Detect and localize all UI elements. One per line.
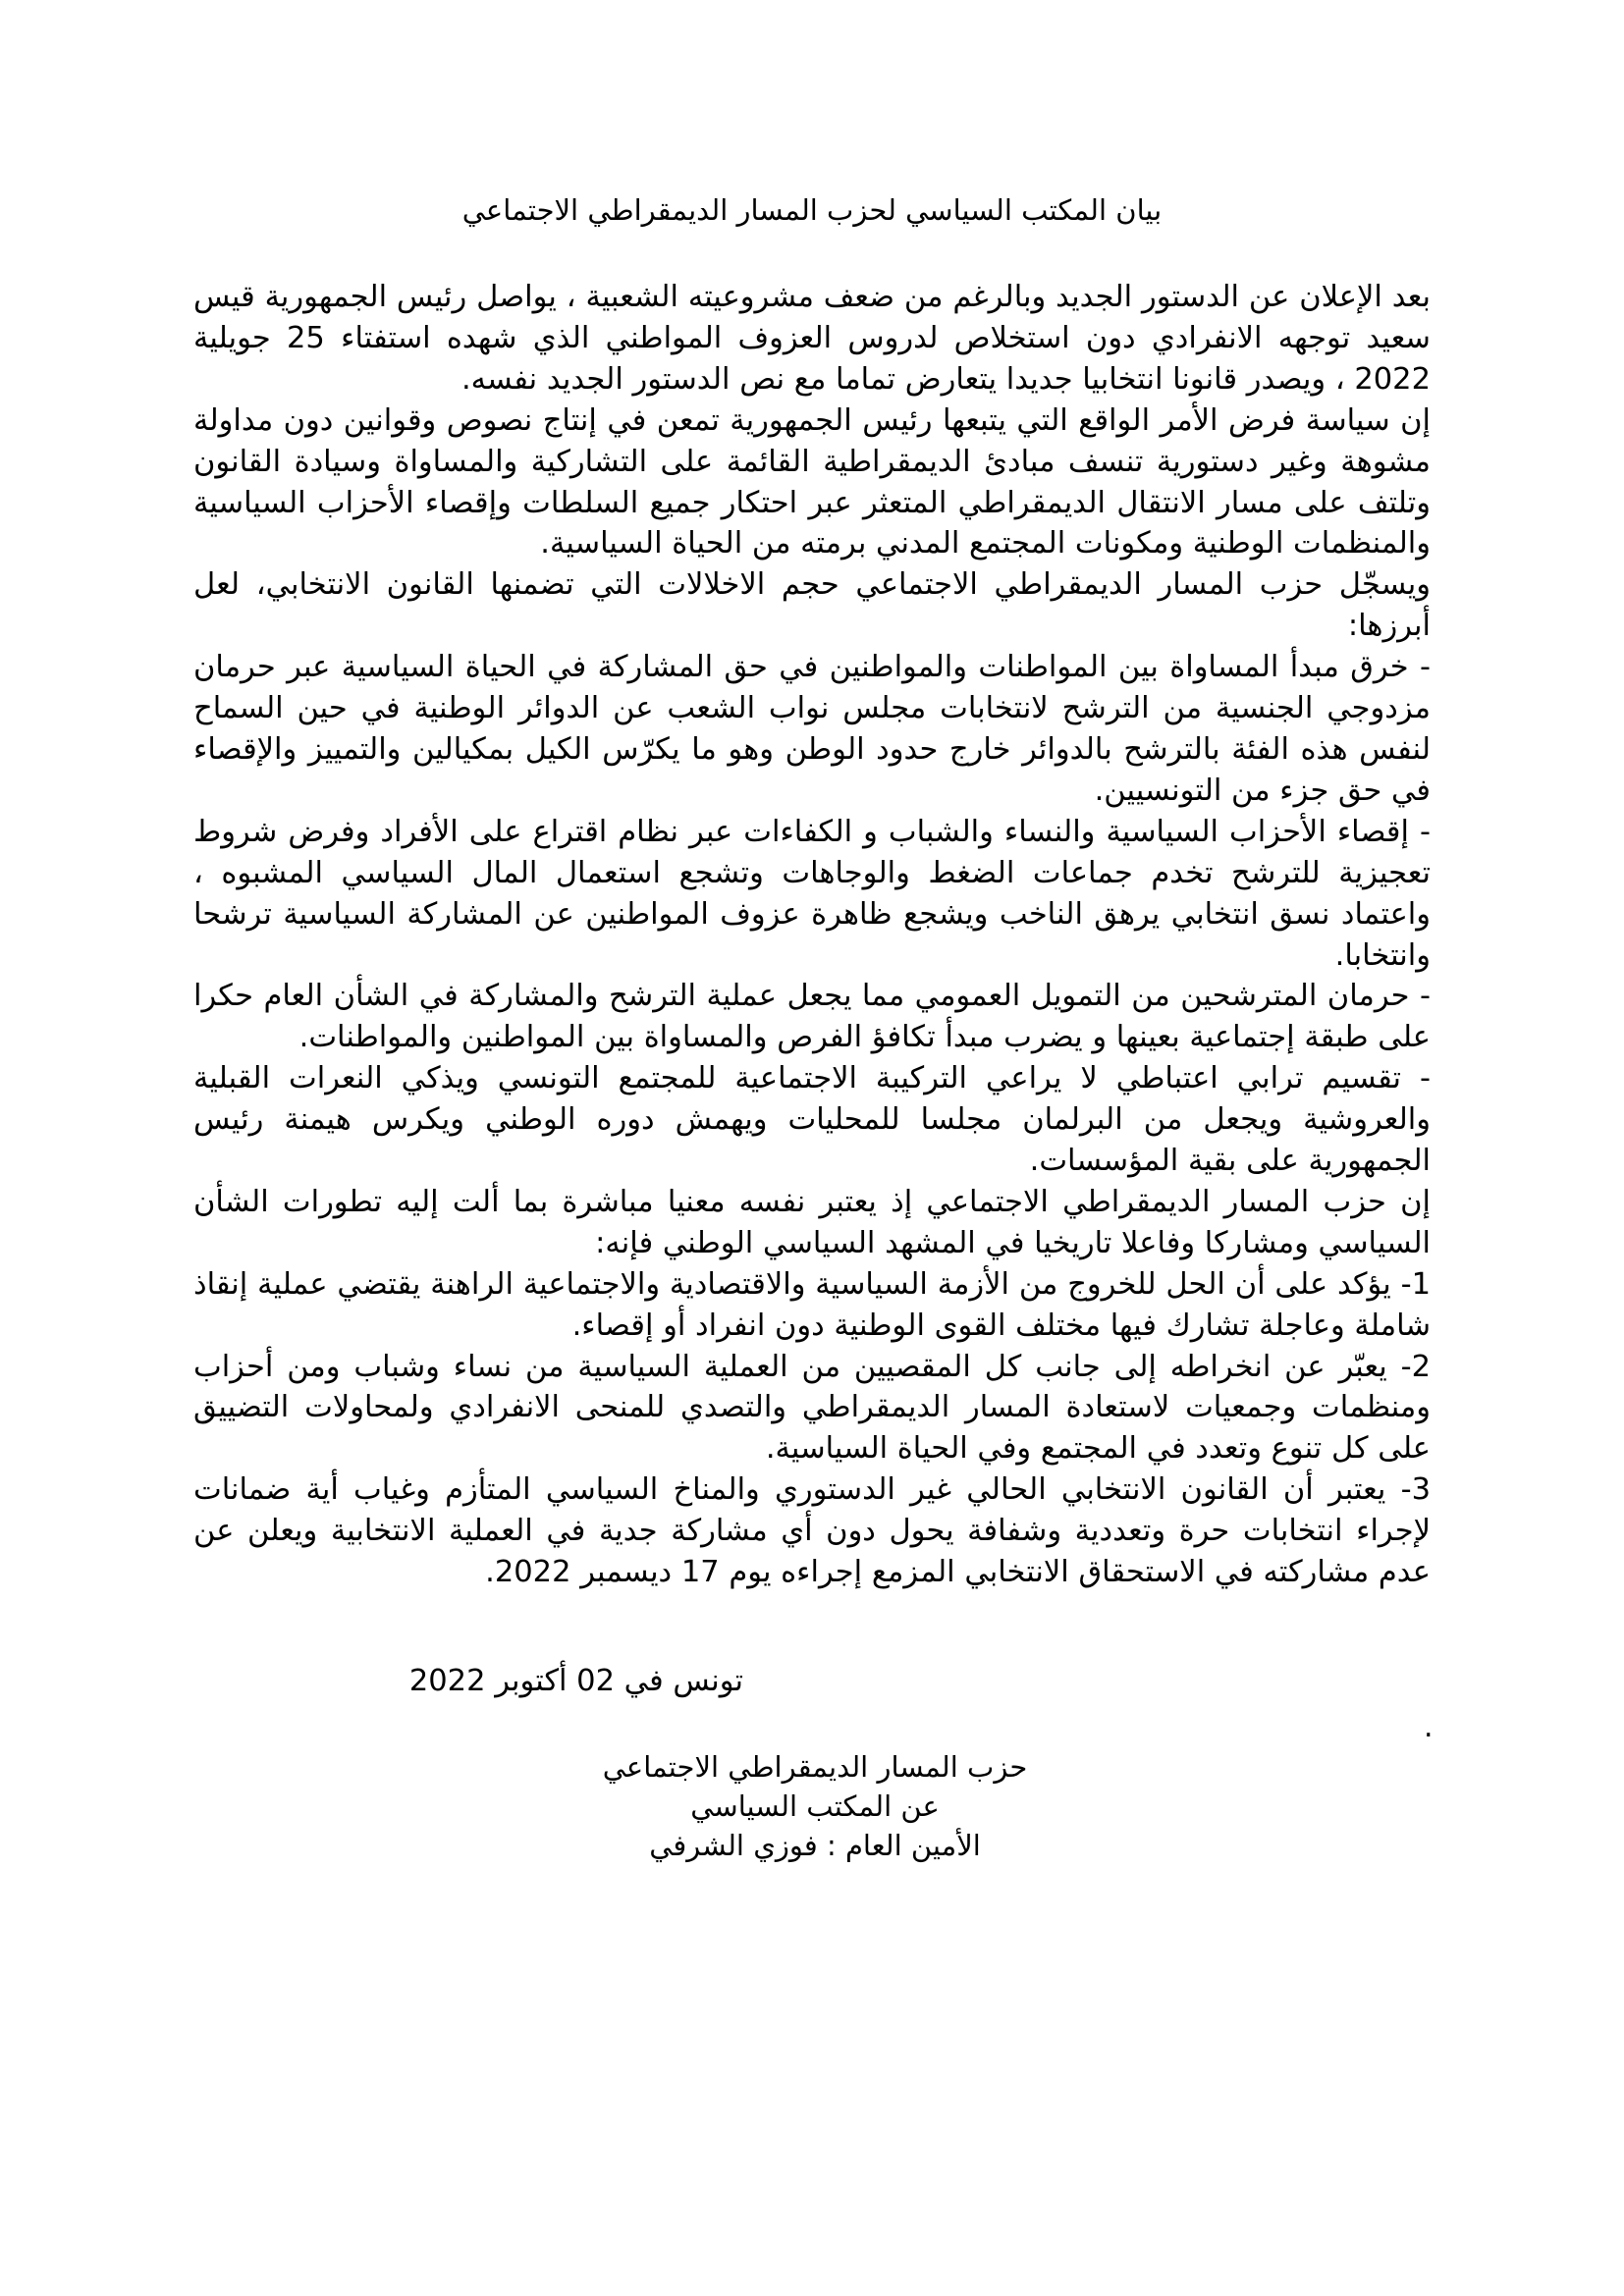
signature-office: عن المكتب السياسي <box>690 1789 940 1823</box>
signature-block <box>550 1747 1080 1865</box>
paragraph-position: إن حزب المسار الديمقراطي الاجتماعي إذ يعتبر نفسه معنيا مباشرة بما ألت إليه تطورات الشأن السياسي ومشاركا وفاعلا تاريخيا في المشهد السياسي الوطني فإنه: <box>193 1184 1431 1260</box>
signature-party: حزب المسار الديمقراطي الاجتماعي <box>602 1750 1028 1784</box>
date-line: تونس في 02 أكتوبر 2022 <box>408 1664 743 1698</box>
paragraph-policy: إن سياسة فرض الأمر الواقع التي يتبعها رئيس الجمهورية تمعن في إنتاج نصوص وقوانين دون مداولة مشوهة وغير دستورية تنسف مبادئ الديمقراطية القائمة على التشاركية والمساواة وسيادة القانون وتلتف على مسار الانتقال الديمقراطي المتعثر عبر احتكار جميع السلطات وإقصاء الأحزاب السياسية والمنظمات الوطنية ومكونات المجتمع المدني برمته من الحياة السياسية. <box>193 402 1431 561</box>
document-body <box>193 277 1431 1593</box>
bullet-districting: - تقسيم ترابي اعتباطي لا يراعي التركيبة الاجتماعية للمجتمع التونسي ويذكي النعرات القبلية والعروشية ويجعل من البرلمان مجلسا للمحليات ويهمش دوره الوطني ويكرس هيمنة رئيس الجمهورية على بقية المؤسسات. <box>193 1061 1431 1179</box>
paragraph-intro: بعد الإعلان عن الدستور الجديد وبالرغم من ضعف مشروعيته الشعبية ، يواصل رئيس الجمهورية قيس سعيد توجهه الانفرادي دون استخلاص لدروس العزوف المواطني الذي شهده استفتاء 25 جويلية 2022 ، ويصدر قانونا انتخابيا جديدا يتعارض تماما مع نص الدستور الجديد نفسه. <box>193 280 1431 397</box>
bullet-exclusion: - إقصاء الأحزاب السياسية والنساء والشباب و الكفاءات عبر نظام اقتراع على الأفراد وفرض شروط تعجيزية للترشح تخدم جماعات الضغط والوجاهات وتشجع استعمال المال السياسي المشبوه ، واعتماد نسق انتخابي يرهق الناخب ويشجع ظاهرة عزوف المواطنين عن المشاركة السياسية ترشحا وانتخابا. <box>193 814 1431 973</box>
document-title: بيان المكتب السياسي لحزب المسار الديمقراطي الاجتماعي <box>461 193 1163 227</box>
point-1: 1- يؤكد على أن الحل للخروج من الأزمة السياسية والاقتصادية والاجتماعية الراهنة يقتضي عملية إنقاذ شاملة وعاجلة تشارك فيها مختلف القوى الوطنية دون انفراد أو إقصاء. <box>193 1266 1431 1343</box>
point-2: 2- يعبّر عن انخراطه إلى جانب كل المقصيين من العملية السياسية من نساء وشباب ومن أحزاب ومنظمات وجمعيات لاستعادة المسار الديمقراطي والتصدي للمنحى الانفرادي ولمحاولات التضييق على كل تنوع وتعدد في المجتمع وفي الحياة السياسية. <box>193 1349 1431 1467</box>
signature-secretary: الأمين العام : فوزي الشرفي <box>649 1829 981 1862</box>
bullet-funding: - حرمان المترشحين من التمويل العمومي مما يجعل عملية الترشح والمشاركة في الشأن العام حكرا على طبقة إجتماعية بعينها و يضرب مبدأ تكافؤ الفرص والمساواة بين المواطنين والمواطنات. <box>193 979 1431 1055</box>
bullet-equality: - خرق مبدأ المساواة بين المواطنات والمواطنين في حق المشاركة في الحياة السياسية عبر حرمان مزدوجي الجنسية من الترشح لانتخابات مجلس نواب الشعب عن الدوائر الوطنية في حين السماح لنفس هذه الفئة بالترشح بالدوائر خارج حدود الوطن وهو ما يكرّس الكيل بمكيالين والتمييز والإقصاء في حق جزء من التونسيين. <box>193 650 1431 808</box>
stray-mark: . <box>1424 1710 1434 1744</box>
point-3: 3- يعتبر أن القانون الانتخابي الحالي غير الدستوري والمناخ السياسي المتأزم وغياب أية ضمانات لإجراء انتخابات حرة وتعددية وشفافة يحول دون أي مشاركة جدية في العملية الانتخابية ويعلن عن عدم مشاركته في الاستحقاق الانتخابي المزمع إجراءه يوم 17 ديسمبر 2022. <box>193 1472 1431 1590</box>
paragraph-shortcomings-intro: ويسجّل حزب المسار الديمقراطي الاجتماعي حجم الاخلالات التي تضمنها القانون الانتخابي، لعل أبرزها: <box>193 567 1431 644</box>
